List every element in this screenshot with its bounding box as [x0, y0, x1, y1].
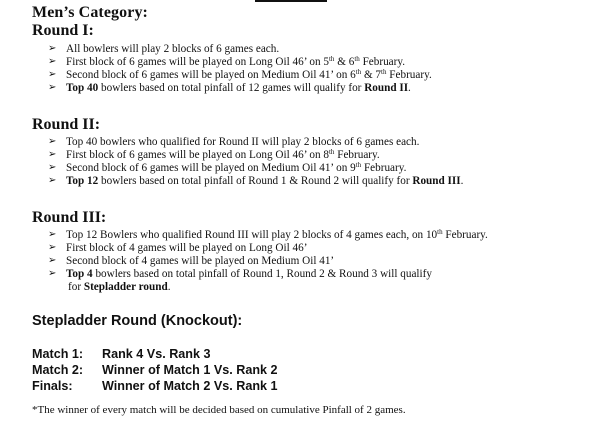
match-row: Match 2: Winner of Match 1 Vs. Rank 2	[32, 363, 278, 377]
arrow-bullet-icon: ➢	[48, 161, 57, 173]
list-item: ➢ Second block of 6 games will be played on Medium Oil 41’ on 9th February.	[48, 160, 407, 174]
round-2-heading: Round II:	[32, 116, 101, 133]
list-item: ➢ All bowlers will play 2 blocks of 6 games each.	[48, 43, 280, 55]
arrow-bullet-icon: ➢	[48, 43, 57, 54]
arrow-bullet-icon: ➢	[48, 55, 57, 67]
arrow-bullet-icon: ➢	[48, 68, 57, 80]
list-item: ➢ Top 12 bowlers based on total pinfall of Round 1 & Round 2 will qualify for Round III.	[48, 174, 464, 187]
stepladder-heading: Stepladder Round (Knockout):	[32, 313, 243, 329]
match-row: Finals: Winner of Match 2 Vs. Rank 1	[32, 379, 278, 393]
arrow-bullet-icon: ➢	[48, 241, 57, 253]
arrow-bullet-icon: ➢	[48, 136, 57, 147]
top-rule	[255, 0, 327, 2]
round-2-list	[48, 136, 463, 188]
list-item: ➢ Top 4 bowlers based on total pinfall of Round 1, Round 2 & Round 3 will qualify	[48, 267, 432, 280]
round-1-heading: Round I:	[32, 22, 94, 39]
match-schedule	[32, 346, 278, 394]
list-item-continuation: for Stepladder round.	[68, 280, 171, 293]
arrow-bullet-icon: ➢	[48, 267, 57, 279]
arrow-bullet-icon: ➢	[48, 229, 57, 240]
footnote: *The winner of every match will be decided based on cumulative Pinfall of 2 games.	[32, 404, 406, 416]
list-item: ➢ First block of 4 games will be played on Long Oil 46’	[48, 241, 308, 254]
arrow-bullet-icon: ➢	[48, 148, 57, 160]
round-3-heading: Round III:	[32, 209, 107, 226]
list-item: ➢ Top 40 bowlers based on total pinfall of 12 games will qualify for Round II.	[48, 81, 411, 94]
arrow-bullet-icon: ➢	[48, 174, 57, 186]
round-1-list	[48, 43, 432, 95]
arrow-bullet-icon: ➢	[48, 81, 57, 93]
list-item: ➢ Second block of 6 games will be played on Medium Oil 41’ on 6th & 7th February.	[48, 67, 432, 81]
arrow-bullet-icon: ➢	[48, 254, 57, 266]
list-item: ➢ Top 40 bowlers who qualified for Round II will play 2 blocks of 6 games each.	[48, 136, 420, 148]
list-item: ➢ Top 12 Bowlers who qualified Round III will play 2 blocks of 4 games each, on 10th February.	[48, 228, 488, 241]
list-item: ➢ First block of 6 games will be played on Long Oil 46’ on 5th & 6th February.	[48, 54, 406, 68]
match-row: Match 1: Rank 4 Vs. Rank 3	[32, 347, 211, 361]
category-title: Men’s Category:	[32, 4, 148, 21]
round-3-list	[48, 229, 488, 293]
list-item: ➢ Second block of 4 games will be played on Medium Oil 41’	[48, 254, 335, 267]
list-item: ➢ First block of 6 games will be played on Long Oil 46’ on 8th February.	[48, 147, 380, 161]
